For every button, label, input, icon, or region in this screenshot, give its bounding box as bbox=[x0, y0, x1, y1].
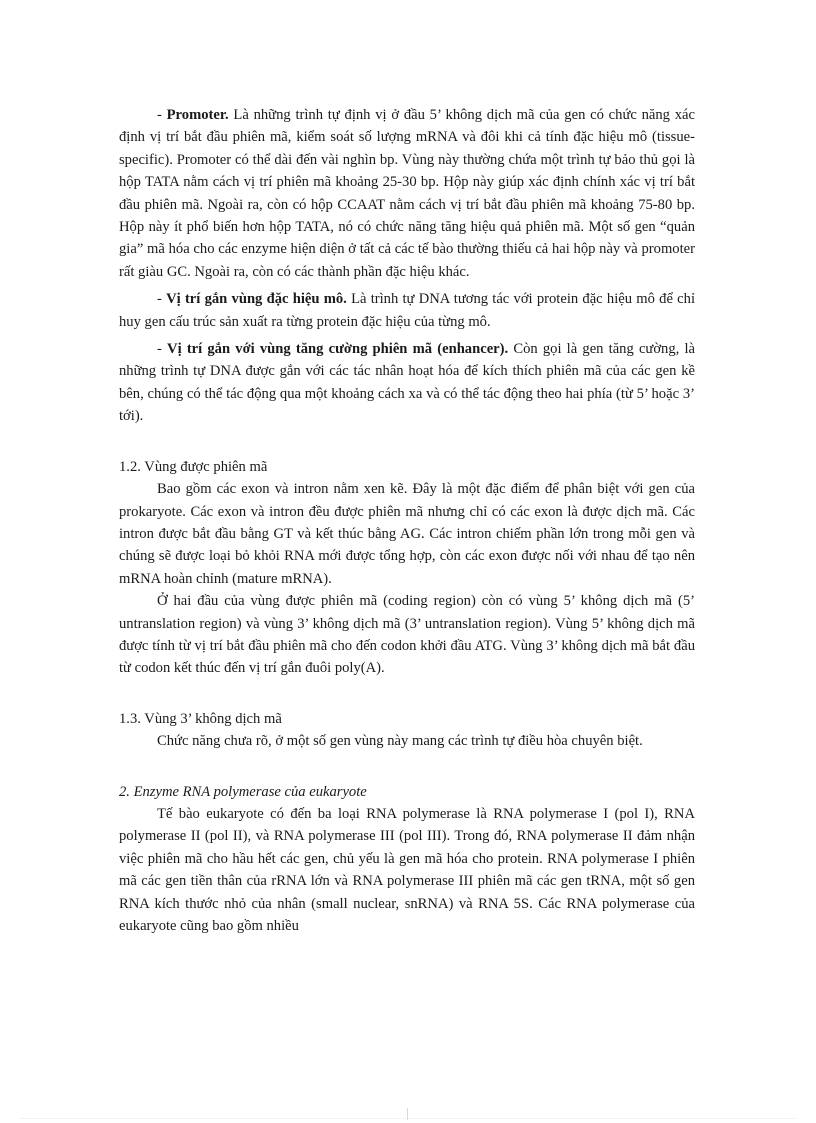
tissue-site-lead: - bbox=[157, 291, 167, 308]
page-bottom-rule bbox=[20, 1118, 796, 1119]
tissue-site-text: Là trình tự DNA tương tác với protein đặc hiệu mô để chỉ huy gen cấu trúc sản xuất ra từng protein đặc hiệu của từng mô. bbox=[119, 291, 695, 330]
enhancer-site-text: Còn gọi là gen tăng cường, là những trình tự DNA được gắn với các tác nhân hoạt hóa để kích thích phiên mã của các gen kề bên, chúng có thể tác động qua một khoảng cách xa và có thể tác động theo hai phía (từ 5’ hoặc 3’ tới). bbox=[119, 341, 696, 425]
promoter-paragraph bbox=[119, 104, 695, 283]
document-page bbox=[119, 104, 695, 937]
enhancer-site-lead: - bbox=[157, 341, 168, 358]
section-1-3-heading: 1.3. Vùng 3’ không dịch mã bbox=[119, 710, 282, 727]
promoter-lead: - bbox=[157, 107, 167, 123]
section-1-2 bbox=[119, 456, 695, 680]
section-1-2-heading: 1.2. Vùng được phiên mã bbox=[119, 458, 268, 475]
promoter-text: Là những trình tự định vị ở đầu 5’ không dịch mã của gen có chức năng xác định vị trí bắt đầu phiên mã, kiểm soát số lượng mRNA và đôi khi cả tính đặc hiệu mô (tissue-specific). Promoter có thể dài đến vài nghìn bp. Vùng này thường chứa một trình tự bảo thủ gọi là hộp TATA nằm cách vị trí phiên mã khoảng 25-30 bp. Hộp này giúp xác định chính xác vị trí bắt đầu phiên mã. Ngoài ra, còn có hộp CCAAT nằm cách vị trí bắt đầu phiên mã khoảng 75-80 bp. Hộp này ít phổ biến hơn hộp TATA, nó có chức năng tăng hiệu quả phiên mã. Một số gen “quản gia” mã hóa cho các enzyme hiện diện ở tất cả các tế bào thường thiếu cả hai hộp này và promoter rất giàu GC. Ngoài ra, còn có các thành phần đặc hiệu khác. bbox=[119, 107, 695, 280]
enhancer-site-paragraph bbox=[119, 338, 695, 428]
section-1-2-paragraph: Bao gồm các exon và intron nằm xen kẽ. Đây là một đặc điểm để phân biệt với gen của prokaryote. Các exon và intron đều được phiên mã nhưng chỉ có các exon là được dịch mã. Các intron được bắt đầu bằng GT và kết thúc bằng AG. Các intron chiếm phần lớn trong mỗi gen và chúng sẽ được loại bỏ khỏi RNA mới được tổng hợp, còn các exon được nối với nhau để tạo nên mRNA hoàn chỉnh (mature mRNA). bbox=[119, 481, 695, 587]
section-1-3 bbox=[119, 708, 695, 753]
tissue-site-term: Vị trí gắn vùng đặc hiệu mô. bbox=[166, 291, 347, 308]
enhancer-site-term: Vị trí gắn với vùng tăng cường phiên mã (enhancer). bbox=[167, 341, 509, 358]
section-2 bbox=[119, 781, 695, 938]
section-2-heading: 2. Enzyme RNA polymerase của eukaryote bbox=[119, 783, 367, 800]
promoter-term: Promoter. bbox=[166, 107, 229, 123]
section-1-3-paragraph: Chức năng chưa rõ, ở một số gen vùng này mang các trình tự điều hòa chuyên biệt. bbox=[157, 733, 643, 750]
section-2-paragraph: Tế bào eukaryote có đến ba loại RNA polymerase là RNA polymerase I (pol I), RNA polymerase II (pol II), và RNA polymerase III (pol III). Trong đó, RNA polymerase II đảm nhận việc phiên mã cho hầu hết các gen, chủ yếu là gen mã hóa cho protein. RNA polymerase I phiên mã các gen tiền thân của rRNA lớn và RNA polymerase III phiên mã các gen tRNA, một số gen RNA kích thước nhỏ của nhân (small nuclear, snRNA) và RNA 5S. Các RNA polymerase của eukaryote cũng bao gồm nhiều bbox=[119, 805, 695, 934]
section-1-2-paragraph: Ở hai đầu của vùng được phiên mã (coding region) còn có vùng 5’ không dịch mã (5’ untranslation region) và vùng 3’ không dịch mã (3’ untranslation region). Vùng 5’ không dịch mã được tính từ vị trí bắt đầu phiên mã cho đến codon khởi đầu ATG. Vùng 3’ không dịch mã bắt đầu từ codon kết thúc đến vị trí gắn đuôi poly(A). bbox=[119, 593, 695, 677]
tissue-site-paragraph bbox=[119, 288, 695, 333]
page-bottom-marker bbox=[407, 1108, 408, 1120]
